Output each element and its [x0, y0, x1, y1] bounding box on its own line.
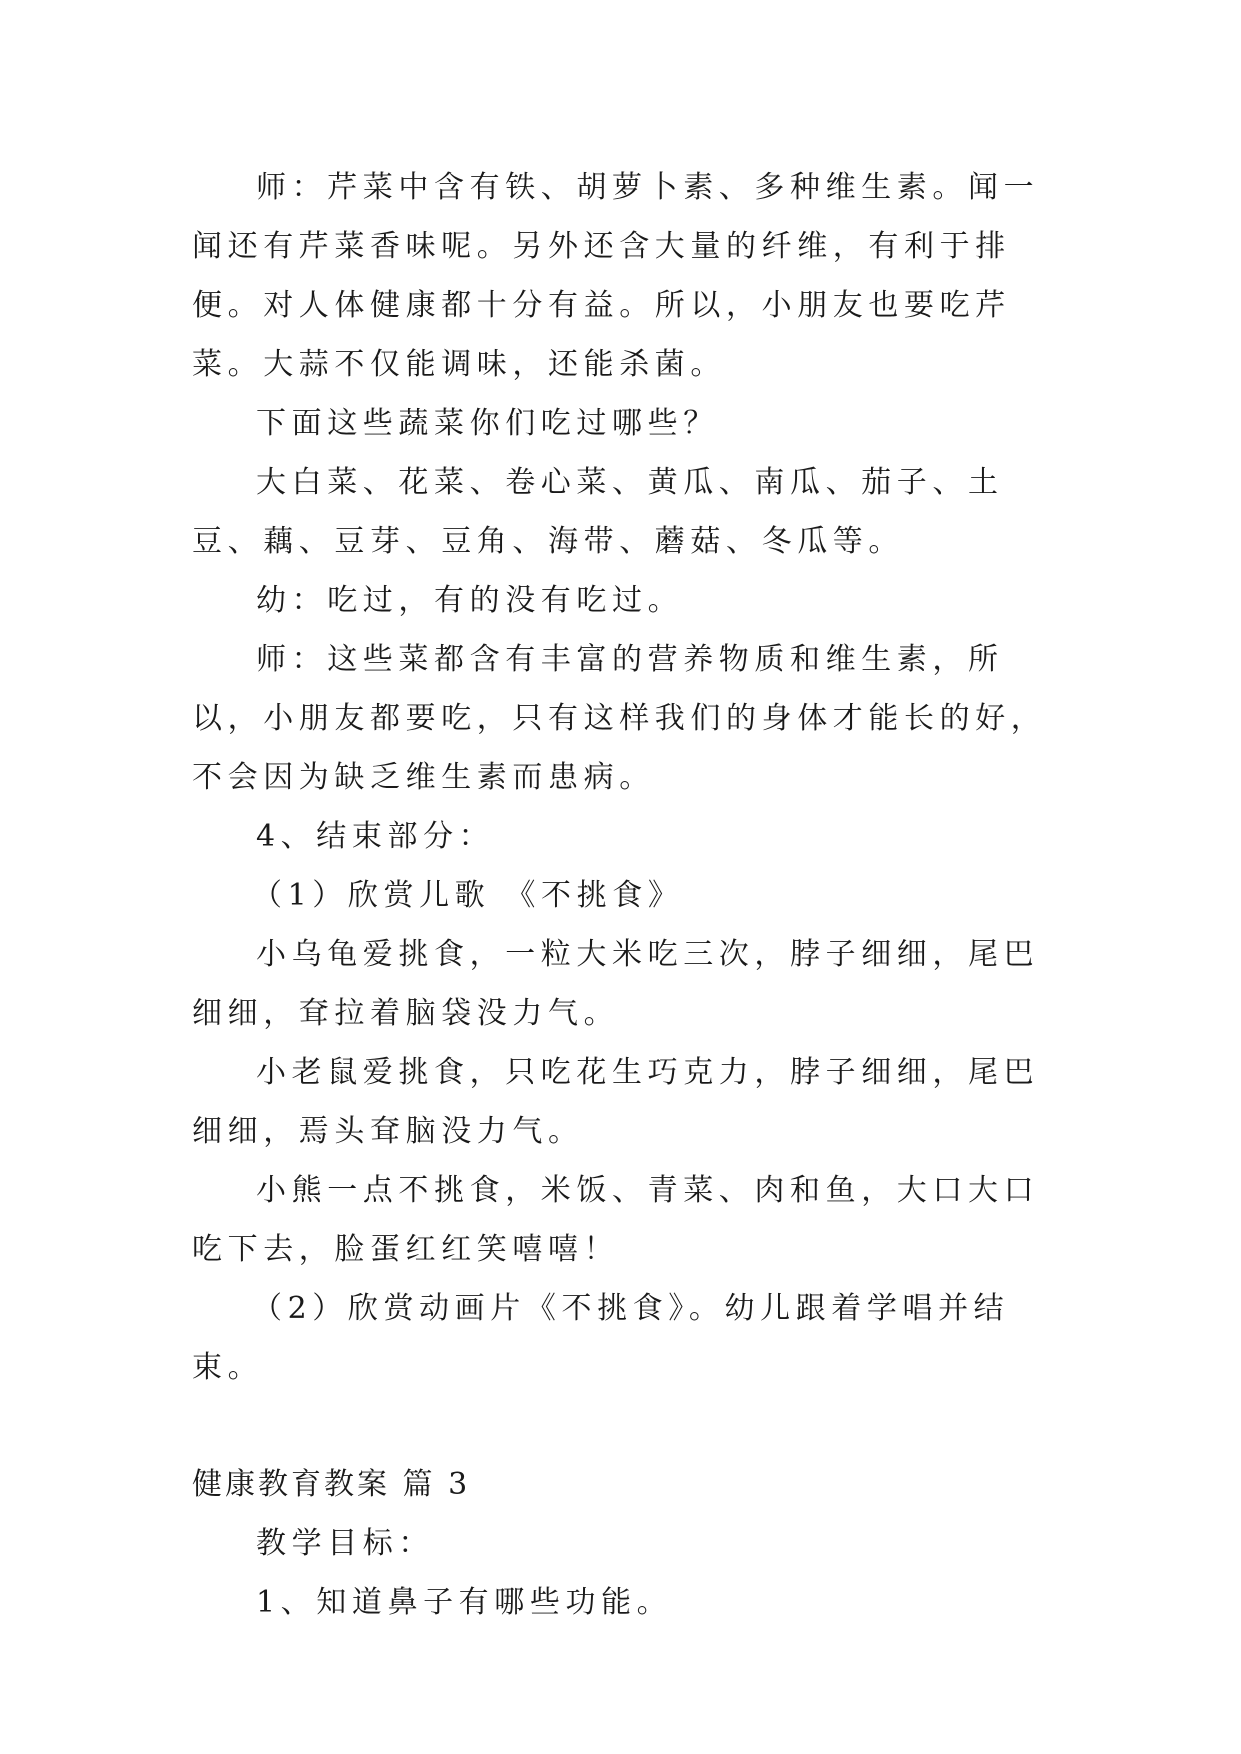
paragraph-cartoon: （2）欣赏动画片《不挑食》。幼儿跟着学唱并结束。 [192, 1291, 1010, 1385]
paragraph-teacher-explanation: 师：这些菜都含有丰富的营养物质和维生素，所以，小朋友都要吃，只有这样我们的身体才能长的好，不会因为缺乏维生素而患病。 [192, 642, 1047, 795]
paragraph-celery-nutrition: 师：芹菜中含有铁、胡萝卜素、多种维生素。闻一闻还有芹菜香味呢。另外还含大量的纤维，有利于排便。对人体健康都十分有益。所以，小朋友也要吃芹菜。大蒜不仅能调味，还能杀菌。 [192, 170, 1040, 382]
document-body [192, 158, 1062, 1632]
paragraph-song-title: （1）欣赏儿歌 《不挑食》 [252, 878, 684, 913]
section-heading: 健康教育教案 篇 3 [192, 1467, 471, 1502]
paragraph-vegetable-list: 大白菜、花菜、卷心菜、黄瓜、南瓜、茄子、土豆、藕、豆芽、豆角、海带、蘑菇、冬瓜等。 [192, 465, 1004, 559]
paragraph-ending-part: 4、结束部分： [256, 819, 495, 854]
paragraph-song-verse-mouse: 小老鼠爱挑食，只吃花生巧克力，脖子细细，尾巴细细，焉头耷脑没力气。 [192, 1055, 1040, 1149]
paragraph-song-verse-turtle: 小乌龟爱挑食，一粒大米吃三次，脖子细细，尾巴细细，耷拉着脑袋没力气。 [192, 937, 1040, 1031]
paragraph-song-verse-bear: 小熊一点不挑食，米饭、青菜、肉和鱼，大口大口吃下去，脸蛋红红笑嘻嘻！ [192, 1173, 1040, 1267]
paragraph-goal-one: 1、知道鼻子有哪些功能。 [256, 1585, 673, 1620]
paragraph-vegetable-question: 下面这些蔬菜你们吃过哪些？ [256, 406, 719, 441]
paragraph-child-answer: 幼：吃过，有的没有吃过。 [256, 583, 684, 618]
paragraph-teaching-goals: 教学目标： [256, 1526, 434, 1561]
